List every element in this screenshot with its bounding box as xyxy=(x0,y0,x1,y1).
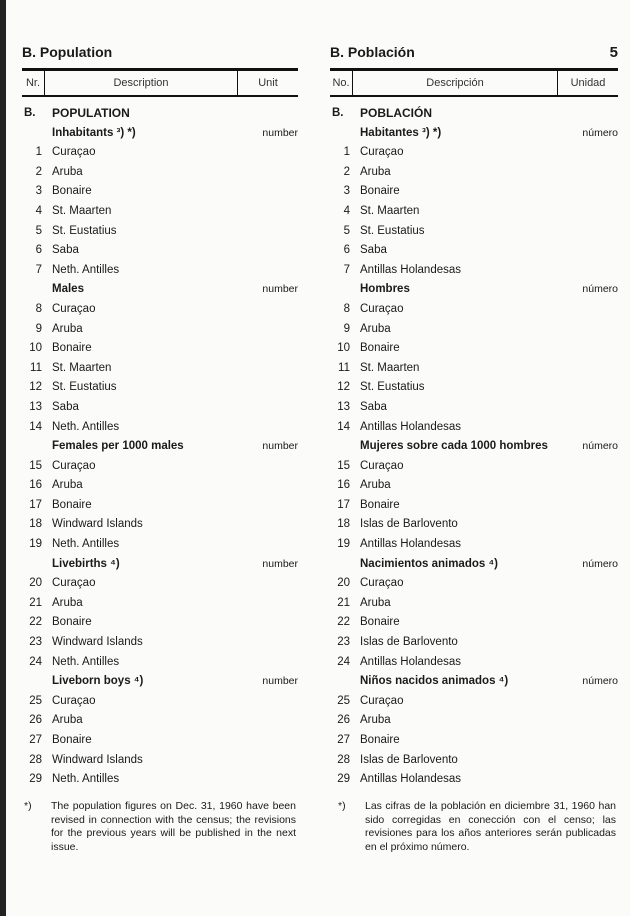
row-description: Curaçao xyxy=(52,459,96,472)
table-row xyxy=(330,613,618,633)
row-number: 28 xyxy=(337,753,350,766)
section-heading-row xyxy=(22,555,298,575)
table-row xyxy=(22,163,298,183)
row-description: Females per 1000 males xyxy=(52,440,184,453)
row-description: St. Eustatius xyxy=(52,224,117,237)
spanish-column xyxy=(330,44,618,790)
row-number: 23 xyxy=(337,636,350,649)
row-description: Liveborn boys ⁴) xyxy=(52,675,144,688)
row-description: POBLACIÓN xyxy=(360,106,432,120)
row-description: Neth. Antilles xyxy=(52,655,120,668)
footnote-mark: *) xyxy=(338,800,346,812)
row-number: 16 xyxy=(29,479,42,492)
row-number: 26 xyxy=(337,714,350,727)
row-description: Aruba xyxy=(52,165,83,178)
row-number: 15 xyxy=(337,459,350,472)
row-description: St. Eustatius xyxy=(360,224,425,237)
table-row xyxy=(330,359,618,379)
table-row xyxy=(22,535,298,555)
footnote-english xyxy=(24,800,296,854)
row-description: Bonaire xyxy=(360,185,400,198)
row-description: Bonaire xyxy=(360,342,400,355)
row-description: Nacimientos animados ⁴) xyxy=(360,557,498,570)
table-row xyxy=(330,692,618,712)
row-number: 22 xyxy=(29,616,42,629)
row-description: Windward Islands xyxy=(52,518,143,531)
header-nr: No. xyxy=(330,71,353,95)
row-number: 18 xyxy=(337,518,350,531)
row-description: Islas de Barlovento xyxy=(360,636,458,649)
header-description: Descripción xyxy=(353,71,558,95)
table-row xyxy=(330,398,618,418)
table-row xyxy=(22,594,298,614)
row-description: Aruba xyxy=(52,596,83,609)
row-number: 17 xyxy=(29,498,42,511)
table-row xyxy=(22,770,298,790)
row-number: 15 xyxy=(29,459,42,472)
table-row xyxy=(22,339,298,359)
row-description: Neth. Antilles xyxy=(52,263,120,276)
row-number: 27 xyxy=(29,734,42,746)
row-number: 9 xyxy=(35,322,42,335)
row-number: 21 xyxy=(337,596,350,609)
section-title: B. Population xyxy=(22,44,113,60)
table-row xyxy=(22,320,298,340)
row-number: 1 xyxy=(343,146,350,159)
row-number: 3 xyxy=(343,185,350,198)
row-unit: número xyxy=(582,440,618,453)
row-description: Bonaire xyxy=(360,498,400,511)
row-number: 10 xyxy=(337,342,350,355)
row-number: 12 xyxy=(337,381,350,394)
title-bar xyxy=(330,44,618,68)
row-description: Saba xyxy=(360,244,387,257)
row-description: Windward Islands xyxy=(52,636,143,649)
section-heading-row xyxy=(330,672,618,692)
section-heading-row xyxy=(330,104,618,124)
row-description: Bonaire xyxy=(52,498,92,511)
table-row xyxy=(330,653,618,673)
table-row xyxy=(330,320,618,340)
table-row xyxy=(22,182,298,202)
row-description: Curaçao xyxy=(360,302,404,315)
table-row xyxy=(22,241,298,261)
row-description: Curaçao xyxy=(360,146,404,159)
row-description: POPULATION xyxy=(52,106,130,120)
row-description: Saba xyxy=(52,400,79,413)
rows xyxy=(22,104,298,790)
header-description: Description xyxy=(45,71,238,95)
table-row xyxy=(22,574,298,594)
table-header xyxy=(330,68,618,97)
row-description: Islas de Barlovento xyxy=(360,518,458,531)
row-description: Aruba xyxy=(360,479,391,492)
section-heading-row xyxy=(22,280,298,300)
row-number: 17 xyxy=(337,498,350,511)
table-row xyxy=(330,711,618,731)
row-number: 2 xyxy=(343,165,350,178)
table-row xyxy=(22,261,298,281)
row-number: 19 xyxy=(337,538,350,551)
row-description: St. Maarten xyxy=(360,204,420,217)
section-heading-row xyxy=(22,672,298,692)
row-number: B. xyxy=(332,107,344,119)
row-description: Males xyxy=(52,283,84,296)
row-description: Islas de Barlovento xyxy=(360,753,458,766)
row-number: 14 xyxy=(29,420,42,433)
table-row xyxy=(330,515,618,535)
row-number: 29 xyxy=(29,773,42,786)
section-heading-row xyxy=(330,280,618,300)
row-number: 12 xyxy=(29,381,42,394)
row-description: Livebirths ⁴) xyxy=(52,557,120,570)
row-number: 20 xyxy=(337,577,350,590)
header-unit: Unit xyxy=(258,77,278,89)
row-number: 7 xyxy=(35,263,42,276)
rows xyxy=(330,104,618,790)
row-number: 25 xyxy=(29,694,42,707)
row-unit: número xyxy=(582,675,618,688)
row-number: 9 xyxy=(343,322,350,335)
binding-edge xyxy=(0,0,6,916)
table-row xyxy=(22,143,298,163)
row-number: 21 xyxy=(29,596,42,609)
row-description: Curaçao xyxy=(360,694,404,707)
row-unit: número xyxy=(582,126,618,139)
row-unit: number xyxy=(262,126,298,139)
row-number: 2 xyxy=(35,165,42,178)
table-row xyxy=(22,496,298,516)
row-unit: number xyxy=(262,283,298,296)
row-description: Bonaire xyxy=(360,616,400,629)
table-row xyxy=(22,633,298,653)
row-number: 5 xyxy=(343,224,350,237)
row-unit: número xyxy=(582,557,618,570)
row-description: Curaçao xyxy=(360,459,404,472)
table-header xyxy=(22,68,298,97)
row-description: Bonaire xyxy=(360,734,400,746)
row-number: 23 xyxy=(29,636,42,649)
header-nr: Nr. xyxy=(22,71,45,95)
table-row xyxy=(330,418,618,438)
footnote-text: The population figures on Dec. 31, 1960 have been revised in connection with the census; the revisions for the previous years will be published in the next issue. xyxy=(51,800,296,853)
row-description: Saba xyxy=(52,244,79,257)
row-description: Antillas Holandesas xyxy=(360,773,462,786)
row-number: 6 xyxy=(35,244,42,257)
row-number: 13 xyxy=(337,400,350,413)
row-description: Antillas Holandesas xyxy=(360,263,462,276)
row-description: Curaçao xyxy=(52,302,96,315)
table-row xyxy=(330,496,618,516)
row-description: Windward Islands xyxy=(52,753,143,766)
row-description: St. Maarten xyxy=(52,361,112,374)
table-row xyxy=(22,476,298,496)
table-row xyxy=(330,457,618,477)
header-unit: Unidad xyxy=(570,77,606,89)
row-number: 8 xyxy=(35,302,42,315)
footnote-spanish xyxy=(338,800,616,854)
section-title: B. Población xyxy=(330,44,415,60)
row-number: 25 xyxy=(337,694,350,707)
table-row xyxy=(330,202,618,222)
row-number: 7 xyxy=(343,263,350,276)
table-row xyxy=(330,182,618,202)
row-description: Curaçao xyxy=(52,694,96,707)
row-number: 4 xyxy=(343,204,350,217)
row-description: Bonaire xyxy=(52,185,92,198)
row-number: 13 xyxy=(29,400,42,413)
row-description: Bonaire xyxy=(52,616,92,629)
table-row xyxy=(330,770,618,790)
row-description: Aruba xyxy=(52,479,83,492)
table-row xyxy=(330,574,618,594)
row-number: 11 xyxy=(30,361,42,374)
row-description: Aruba xyxy=(52,714,83,727)
row-number: 20 xyxy=(29,577,42,590)
row-description: Neth. Antilles xyxy=(52,420,120,433)
row-description: Bonaire xyxy=(52,734,92,746)
row-description: St. Eustatius xyxy=(52,381,117,394)
row-description: St. Eustatius xyxy=(360,381,425,394)
row-unit: number xyxy=(262,675,298,688)
table-row xyxy=(22,457,298,477)
row-number: 6 xyxy=(343,244,350,257)
table-row xyxy=(330,751,618,771)
row-number: 29 xyxy=(337,773,350,786)
row-description: Antillas Holandesas xyxy=(360,538,462,551)
row-description: Antillas Holandesas xyxy=(360,420,462,433)
row-number: 1 xyxy=(35,146,42,159)
row-unit: number xyxy=(262,557,298,570)
section-heading-row xyxy=(330,555,618,575)
table-row xyxy=(330,241,618,261)
row-description: Neth. Antilles xyxy=(52,538,120,551)
row-description: Niños nacidos animados ⁴) xyxy=(360,675,509,688)
row-description: Curaçao xyxy=(52,577,96,590)
row-description: Aruba xyxy=(360,714,391,727)
row-description: Antillas Holandesas xyxy=(360,655,462,668)
row-description: Curaçao xyxy=(360,577,404,590)
table-row xyxy=(22,653,298,673)
table-row xyxy=(22,202,298,222)
row-number: 24 xyxy=(29,655,42,668)
row-description: Neth. Antilles xyxy=(52,773,120,786)
row-number: 4 xyxy=(35,204,42,217)
row-description: Mujeres sobre cada 1000 hombres xyxy=(360,440,548,453)
row-description: Aruba xyxy=(360,596,391,609)
row-number: 27 xyxy=(337,734,350,746)
table-row xyxy=(330,339,618,359)
section-heading-row xyxy=(22,124,298,144)
table-row xyxy=(22,731,298,751)
row-description: Aruba xyxy=(360,322,391,335)
table-row xyxy=(22,398,298,418)
row-number: 16 xyxy=(337,479,350,492)
title-bar xyxy=(22,44,298,68)
section-heading-row xyxy=(22,437,298,457)
section-heading-row xyxy=(22,104,298,124)
section-heading-row xyxy=(330,124,618,144)
row-number: B. xyxy=(24,107,36,119)
table-row xyxy=(22,222,298,242)
table-row xyxy=(22,378,298,398)
row-description: Bonaire xyxy=(52,342,92,355)
row-number: 10 xyxy=(29,342,42,355)
row-number: 8 xyxy=(343,302,350,315)
row-description: Habitantes ³) *) xyxy=(360,126,442,139)
table-row xyxy=(330,633,618,653)
table-row xyxy=(22,359,298,379)
row-description: Aruba xyxy=(52,322,83,335)
row-number: 11 xyxy=(338,361,350,374)
footnote-text: Las cifras de la población en diciembre 31, 1960 han sido corregidas en conección con el censo; las revisiones para los años anteriores serán publicadas en el próximo número. xyxy=(365,800,616,853)
english-column xyxy=(22,44,298,790)
row-number: 26 xyxy=(29,714,42,727)
row-number: 5 xyxy=(35,224,42,237)
table-row xyxy=(330,163,618,183)
row-number: 14 xyxy=(337,420,350,433)
row-number: 3 xyxy=(35,185,42,198)
row-number: 19 xyxy=(29,538,42,551)
row-description: St. Maarten xyxy=(52,204,112,217)
table-row xyxy=(330,594,618,614)
row-unit: number xyxy=(262,440,298,453)
table-row xyxy=(22,613,298,633)
footnote-mark: *) xyxy=(24,800,32,812)
table-row xyxy=(22,300,298,320)
table-row xyxy=(22,692,298,712)
row-description: Curaçao xyxy=(52,146,96,159)
table-row xyxy=(22,515,298,535)
table-row xyxy=(22,418,298,438)
row-description: St. Maarten xyxy=(360,361,420,374)
table-row xyxy=(330,476,618,496)
row-unit: número xyxy=(582,283,618,296)
section-heading-row xyxy=(330,437,618,457)
table-row xyxy=(330,535,618,555)
table-row xyxy=(330,378,618,398)
row-description: Inhabitants ³) *) xyxy=(52,126,136,139)
page-number: 5 xyxy=(609,44,618,61)
table-row xyxy=(22,751,298,771)
table-row xyxy=(22,711,298,731)
row-number: 22 xyxy=(337,616,350,629)
table-row xyxy=(330,300,618,320)
row-number: 24 xyxy=(337,655,350,668)
table-row xyxy=(330,222,618,242)
row-number: 18 xyxy=(29,518,42,531)
table-row xyxy=(330,261,618,281)
row-description: Aruba xyxy=(360,165,391,178)
row-description: Hombres xyxy=(360,283,410,296)
row-description: Saba xyxy=(360,400,387,413)
table-row xyxy=(330,731,618,751)
row-number: 28 xyxy=(29,753,42,766)
table-row xyxy=(330,143,618,163)
